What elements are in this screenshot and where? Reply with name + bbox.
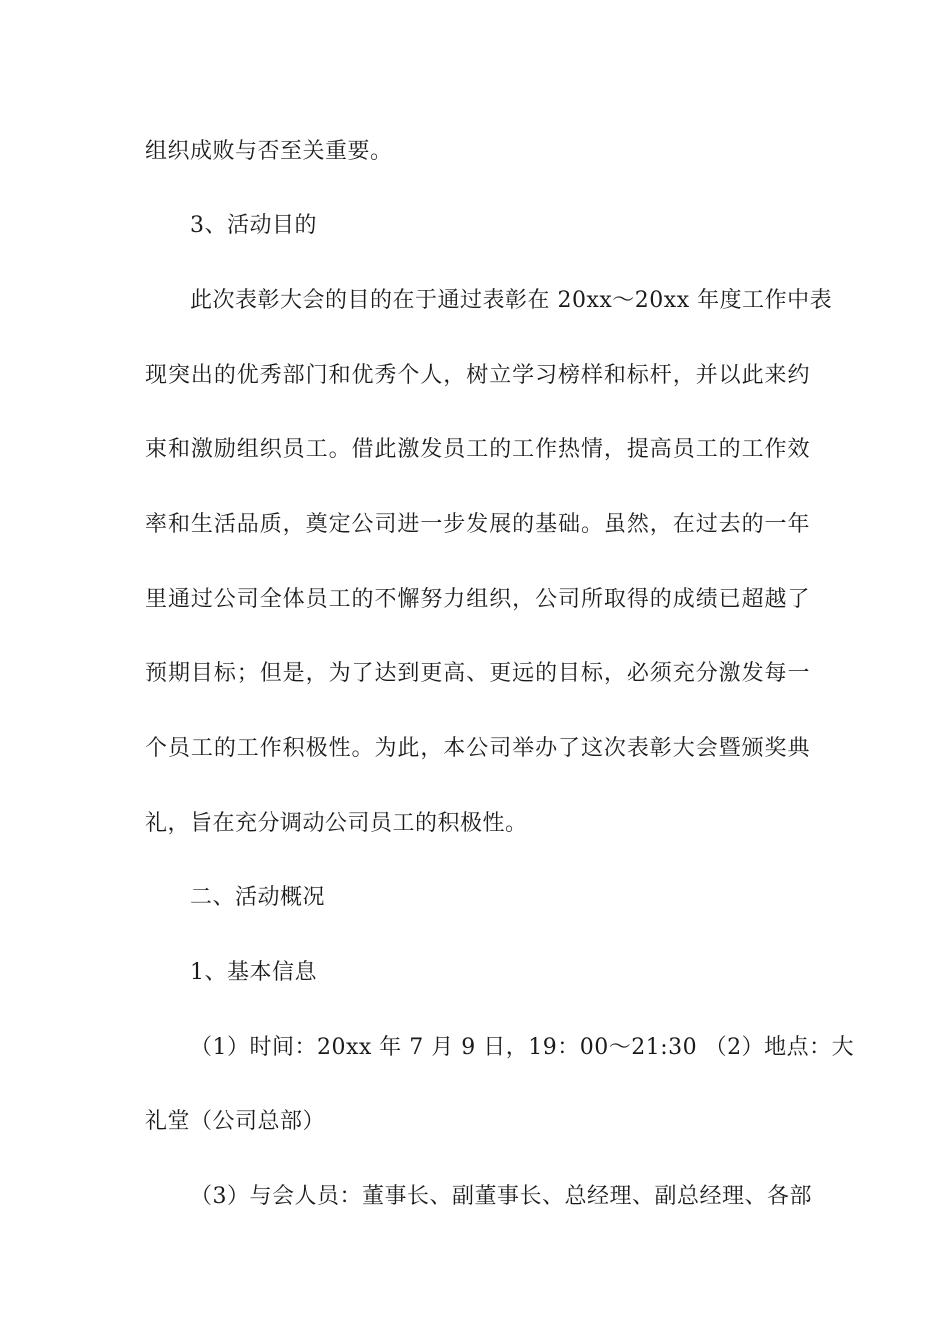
section-heading: 3、活动目的 — [190, 213, 317, 238]
paragraph-line: 个员工的工作积极性。为此，本公司举办了这次表彰大会暨颁奖典 — [145, 736, 810, 761]
subsection-heading: 1、基本信息 — [190, 960, 317, 985]
paragraph-line: 现突出的优秀部门和优秀个人，树立学习榜样和标杆，并以此来约 — [145, 363, 810, 388]
paragraph-line: 束和激励组织员工。借此激发员工的工作热情，提高员工的工作效 — [145, 437, 810, 462]
paragraph-line: （3）与会人员：董事长、副董事长、总经理、副总经理、各部 — [190, 1184, 812, 1209]
paragraph-line: 预期目标；但是，为了达到更高、更远的目标，必须充分激发每一 — [145, 661, 810, 686]
paragraph-line: 礼堂（公司总部） — [145, 1109, 326, 1134]
paragraph-line: 此次表彰大会的目的在于通过表彰在 20xx～20xx 年度工作中表 — [190, 288, 833, 313]
paragraph-line: 礼，旨在充分调动公司员工的积极性。 — [145, 811, 528, 836]
paragraph-line: 组织成败与否至关重要。 — [145, 139, 393, 164]
paragraph-line: （1）时间：20xx 年 7 月 9 日，19：00～21:30 （2）地点：大 — [190, 1035, 855, 1060]
paragraph-line: 里通过公司全体员工的不懈努力组织，公司所取得的成绩已超越了 — [145, 587, 810, 612]
section-heading: 二、活动概况 — [190, 885, 326, 910]
paragraph-line: 率和生活品质，奠定公司进一步发展的基础。虽然，在过去的一年 — [145, 512, 810, 537]
